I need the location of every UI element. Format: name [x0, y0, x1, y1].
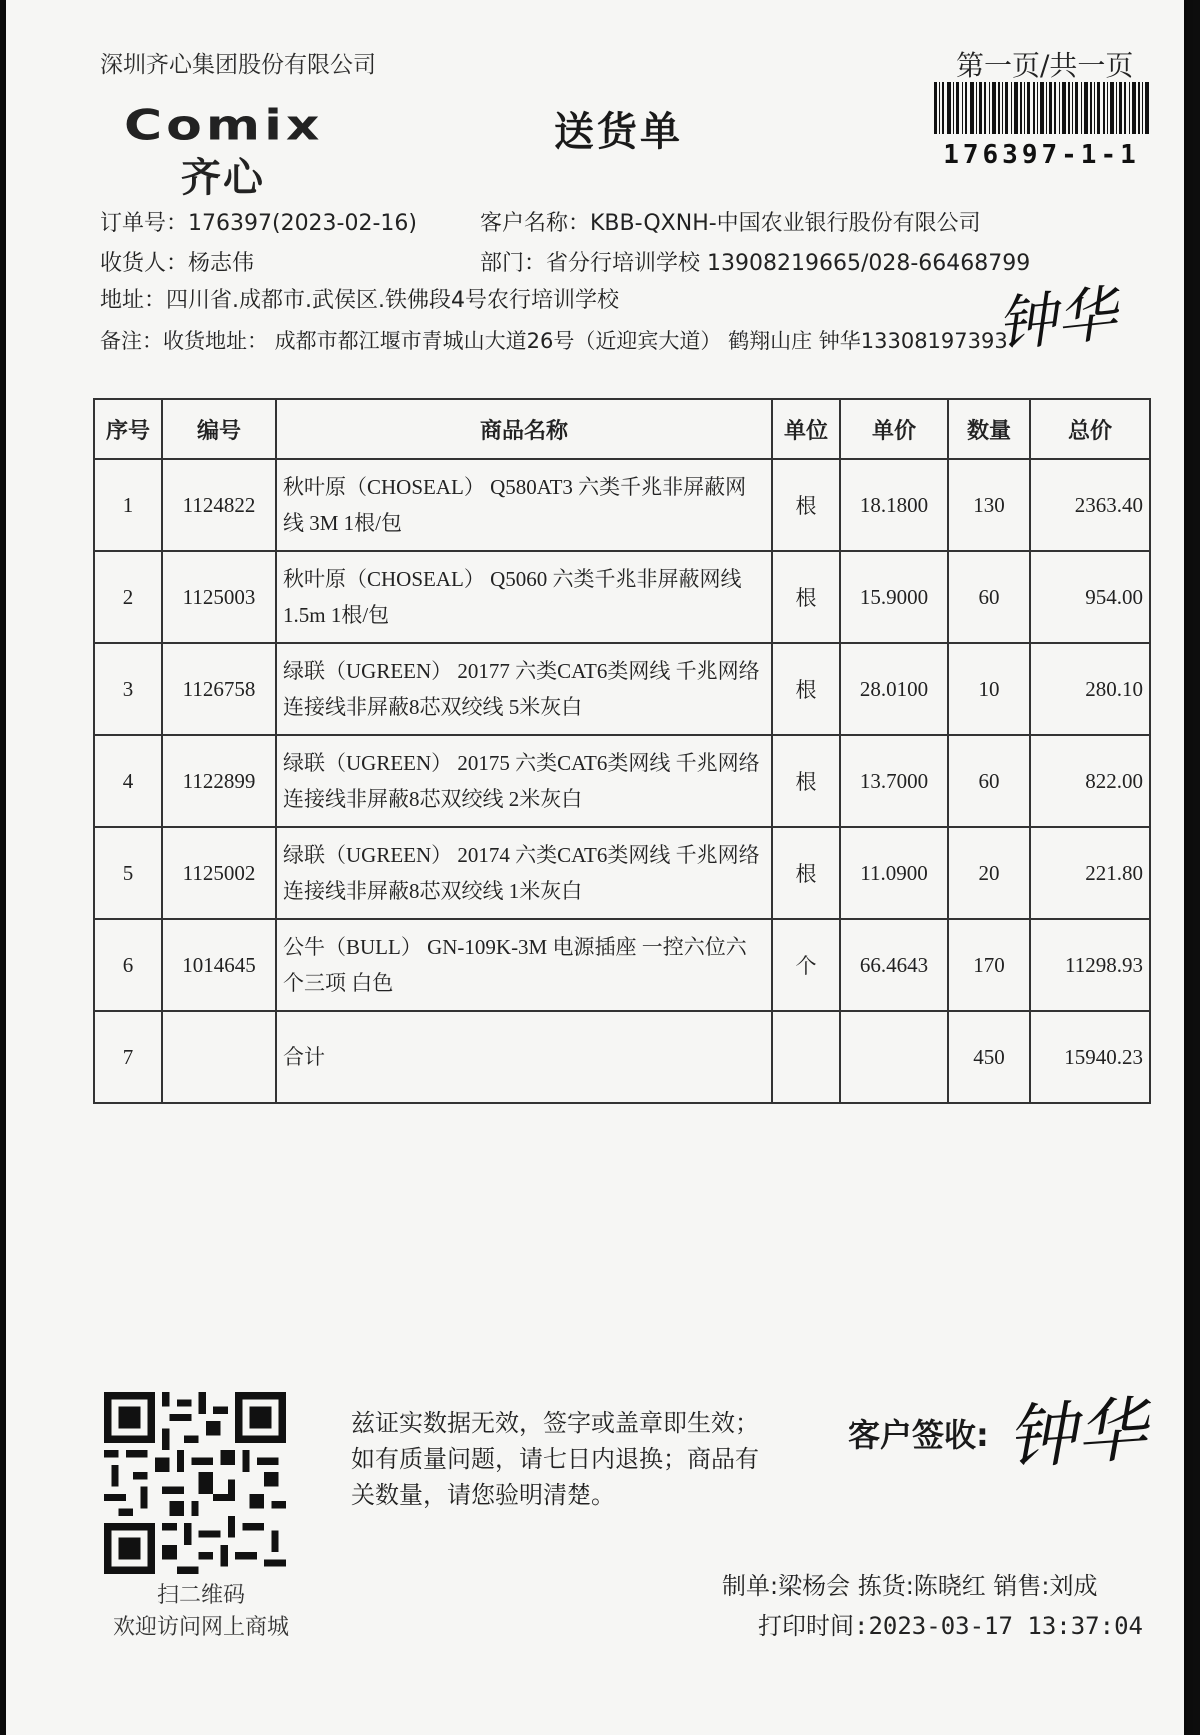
cell-name: 绿联（UGREEN） 20175 六类CAT6类网线 千兆网络连接线非屏蔽8芯双绞线 2米灰白	[276, 735, 772, 827]
cell-qty: 130	[948, 459, 1030, 551]
cell-code: 1125002	[162, 827, 276, 919]
col-header-total: 总价	[1030, 399, 1150, 459]
table-total-row	[94, 1011, 1150, 1103]
cell-seq: 7	[94, 1011, 162, 1103]
comix-logo-chinese: 齐心	[181, 155, 265, 201]
company-name: 深圳齐心集团股份有限公司	[100, 52, 376, 78]
table-row	[94, 919, 1150, 1011]
customer-signature: 钟华	[1003, 1388, 1150, 1480]
customer-sign-label: 客户签收:	[848, 1416, 989, 1454]
cell-total-qty: 450	[948, 1011, 1030, 1103]
cell-name: 绿联（UGREEN） 20177 六类CAT6类网线 千兆网络连接线非屏蔽8芯双绞线 5米灰白	[276, 643, 772, 735]
page-info: 第一页/共一页	[956, 49, 1134, 82]
table-row	[94, 827, 1150, 919]
customer-name: 客户名称：KBB-QXNH-中国农业银行股份有限公司	[480, 211, 981, 236]
qr-code-icon	[104, 1392, 286, 1574]
cell-name: 秋叶原（CHOSEAL） Q5060 六类千兆非屏蔽网线 1.5m 1根/包	[276, 551, 772, 643]
cell-qty: 60	[948, 551, 1030, 643]
cell-unit: 根	[772, 459, 840, 551]
cell-seq: 4	[94, 735, 162, 827]
notice-text: 兹证实数据无效，签字或盖章即生效；如有质量问题，请七日内退换；商品有关数量，请您验明清楚。	[351, 1409, 759, 1509]
cell-name: 秋叶原（CHOSEAL） Q580AT3 六类千兆非屏蔽网线 3M 1根/包	[276, 459, 772, 551]
cell-price: 15.9000	[840, 551, 948, 643]
table-row	[94, 459, 1150, 551]
cell-seq: 3	[94, 643, 162, 735]
staff-info: 制单:梁杨会 拣货:陈晓红 销售:刘成	[722, 1572, 1098, 1600]
cell-price: 66.4643	[840, 919, 948, 1011]
cell-total: 280.10	[1030, 643, 1150, 735]
cell-qty: 20	[948, 827, 1030, 919]
cell-qty: 60	[948, 735, 1030, 827]
cell-code: 1126758	[162, 643, 276, 735]
table-row	[94, 643, 1150, 735]
cell-unit: 根	[772, 643, 840, 735]
cell-unit: 根	[772, 735, 840, 827]
cell-name: 绿联（UGREEN） 20174 六类CAT6类网线 千兆网络连接线非屏蔽8芯双绞线 1米灰白	[276, 827, 772, 919]
delivery-note-paper	[6, 0, 1184, 1735]
remark: 备注：收货地址： 成都市都江堰市青城山大道26号（近迎宾大道） 鹤翔山庄 钟华13308197393	[100, 329, 1008, 353]
cell-total: 822.00	[1030, 735, 1150, 827]
cell-seq: 2	[94, 551, 162, 643]
table-row	[94, 551, 1150, 643]
cell-price: 28.0100	[840, 643, 948, 735]
cell-total: 954.00	[1030, 551, 1150, 643]
qr-label-line1: 扫二维码	[156, 1583, 245, 1608]
cell-seq: 1	[94, 459, 162, 551]
cell-code: 1122899	[162, 735, 276, 827]
col-header-qty: 数量	[948, 399, 1030, 459]
barcode-number: 176397-1-1	[943, 140, 1140, 170]
col-header-unit: 单位	[772, 399, 840, 459]
cell-code: 1014645	[162, 919, 276, 1011]
cell-total: 221.80	[1030, 827, 1150, 919]
col-header-seq: 序号	[94, 399, 162, 459]
cell-unit: 个	[772, 919, 840, 1011]
cell-price: 13.7000	[840, 735, 948, 827]
cell-total: 11298.93	[1030, 919, 1150, 1011]
cell-seq: 5	[94, 827, 162, 919]
cell-price: 18.1800	[840, 459, 948, 551]
cell-unit	[772, 1011, 840, 1103]
qr-label	[96, 1580, 306, 1644]
cell-qty: 10	[948, 643, 1030, 735]
comix-logo: Comix	[124, 102, 324, 150]
print-time: 打印时间:2023-03-17 13:37:04	[758, 1612, 1143, 1640]
table-row	[94, 735, 1150, 827]
cell-total-label: 合计	[276, 1011, 772, 1103]
cell-code: 1125003	[162, 551, 276, 643]
qr-label-line2: 欢迎访问网上商城	[112, 1615, 289, 1640]
table-header-row	[94, 399, 1150, 459]
cell-unit: 根	[772, 827, 840, 919]
receiver-name: 收货人：杨志伟	[100, 251, 255, 276]
cell-unit: 根	[772, 551, 840, 643]
address: 地址：四川省.成都市.武侯区.铁佛段4号农行培训学校	[100, 288, 619, 313]
document-title: 送货单	[554, 109, 683, 155]
cell-name: 公牛（BULL） GN-109K-3M 电源插座 一控六位六个三项 白色	[276, 919, 772, 1011]
order-number: 订单号：176397(2023-02-16)	[100, 211, 418, 236]
cell-price: 11.0900	[840, 827, 948, 919]
col-header-name: 商品名称	[276, 399, 772, 459]
col-header-price: 单价	[840, 399, 948, 459]
cell-price	[840, 1011, 948, 1103]
cell-grand-total: 15940.23	[1030, 1011, 1150, 1103]
items-table	[93, 398, 1151, 1104]
cell-qty: 170	[948, 919, 1030, 1011]
cell-seq: 6	[94, 919, 162, 1011]
department-info: 部门：省分行培训学校 13908219665/028-66468799	[480, 251, 1031, 276]
barcode-icon	[934, 82, 1149, 134]
cell-code: 1124822	[162, 459, 276, 551]
cell-total: 2363.40	[1030, 459, 1150, 551]
handwritten-signature-top: 钟华	[993, 278, 1120, 362]
cell-code	[162, 1011, 276, 1103]
col-header-code: 编号	[162, 399, 276, 459]
